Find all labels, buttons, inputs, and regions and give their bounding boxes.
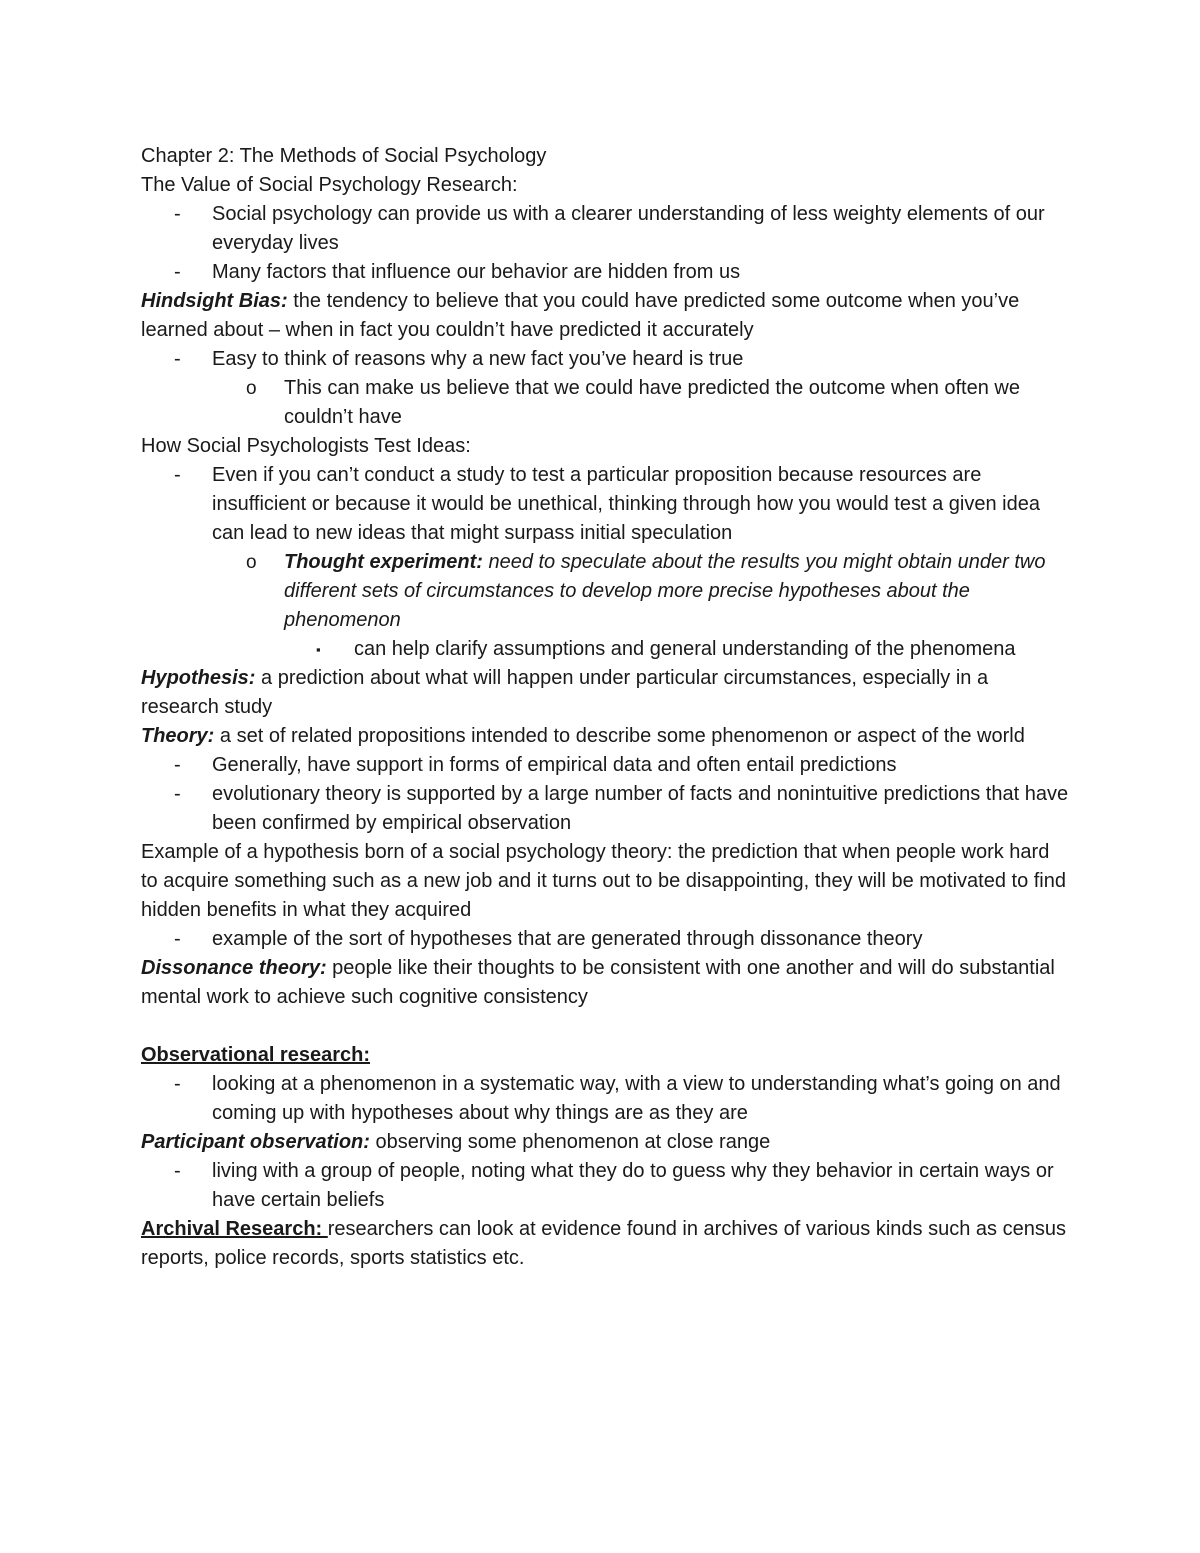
dash-bullet: - <box>174 928 181 950</box>
heading-label: Observational research: <box>141 1044 370 1066</box>
bullet-item <box>141 200 1071 258</box>
term-label: Participant observation: <box>141 1131 370 1153</box>
chapter-title: Chapter 2: The Methods of Social Psychology <box>141 145 547 167</box>
definition-theory <box>141 722 1071 751</box>
definition-hindsight-bias <box>141 287 1071 345</box>
bullet-item <box>141 925 1071 954</box>
term-definition: people like their thoughts to be consistent with one another and will do substantial mental work to achieve such cognitive consistency <box>141 957 1055 1008</box>
sub-bullet-item <box>141 548 1071 635</box>
bullet-text: This can make us believe that we could have predicted the outcome when often we couldn’t have <box>284 377 1020 428</box>
term-label: Thought experiment: <box>284 551 483 573</box>
bullet-item <box>141 345 1071 374</box>
bullet-text <box>284 548 1071 635</box>
bullet-text: looking at a phenomenon in a systematic way, with a view to understanding what’s going on and coming up with hypotheses about why things are as they are <box>212 1073 1061 1124</box>
circle-bullet: o <box>246 552 257 573</box>
definition-participant-observation <box>141 1128 1071 1157</box>
bullet-text: evolutionary theory is supported by a large number of facts and nonintuitive predictions that have been confirmed by empirical observation <box>212 783 1069 834</box>
sub-bullet-item <box>141 374 1071 432</box>
dash-bullet: - <box>174 1073 181 1095</box>
section-heading-test-ideas: How Social Psychologists Test Ideas: <box>141 435 471 457</box>
section-heading-value: The Value of Social Psychology Research: <box>141 174 518 196</box>
bullet-text: Many factors that influence our behavior are hidden from us <box>212 261 741 283</box>
term-definition: a set of related propositions intended to describe some phenomenon or aspect of the world <box>214 725 1025 747</box>
bullet-item <box>141 258 1071 287</box>
term-label: Hypothesis: <box>141 667 256 689</box>
example-paragraph: Example of a hypothesis born of a social psychology theory: the prediction that when people work hard to acquire something such as a new job and it turns out to be disappointing, they will be motivated to find hidden benefits in what they acquired <box>141 841 1066 921</box>
bullet-item <box>141 1157 1071 1215</box>
dash-bullet: - <box>174 754 181 776</box>
dash-bullet: - <box>174 1160 181 1182</box>
bullet-item <box>141 1070 1071 1128</box>
bullet-item <box>141 780 1071 838</box>
bullet-text: Generally, have support in forms of empirical data and often entail predictions <box>212 754 897 776</box>
circle-bullet: o <box>246 378 257 399</box>
dash-bullet: - <box>174 261 181 283</box>
bullet-text: example of the sort of hypotheses that are generated through dissonance theory <box>212 928 923 950</box>
term-label: Archival Research: <box>141 1218 328 1240</box>
term-label: Hindsight Bias: <box>141 290 288 312</box>
definition-dissonance-theory <box>141 954 1071 1012</box>
term-definition: observing some phenomenon at close range <box>369 1131 771 1153</box>
dash-bullet: - <box>174 464 181 486</box>
dash-bullet: - <box>174 783 181 805</box>
bullet-text: Even if you can’t conduct a study to test a particular proposition because resources are insufficient or because it would be unethical, thinking through how you would test a given idea can lead to new ideas that might surpass initial speculation <box>212 464 1040 544</box>
term-definition: need to speculate about the results you might obtain under two different sets of circumstances to develop more precise hypotheses about the phenomenon <box>284 551 1046 631</box>
definition-archival-research <box>141 1215 1071 1273</box>
bullet-item <box>141 751 1071 780</box>
bullet-text: Easy to think of reasons why a new fact you’ve heard is true <box>212 348 744 370</box>
term-definition: a prediction about what will happen under particular circumstances, especially in a research study <box>141 667 989 718</box>
bullet-text: can help clarify assumptions and general understanding of the phenomena <box>354 638 1016 660</box>
term-definition: researchers can look at evidence found in archives of various kinds such as census reports, police records, sports statistics etc. <box>141 1218 1066 1269</box>
definition-hypothesis <box>141 664 1071 722</box>
bullet-item <box>141 461 1071 548</box>
bullet-text: Social psychology can provide us with a clearer understanding of less weighty elements of our everyday lives <box>212 203 1045 254</box>
dash-bullet: - <box>174 348 181 370</box>
section-heading-observational <box>141 1041 1071 1070</box>
term-definition: the tendency to believe that you could have predicted some outcome when you’ve learned about – when in fact you couldn’t have predicted it accurately <box>141 290 1020 341</box>
blank-line <box>141 1012 1071 1041</box>
document-body <box>141 142 1071 1273</box>
bullet-text: living with a group of people, noting what they do to guess why they behavior in certain ways or have certain beliefs <box>212 1160 1054 1211</box>
term-label: Theory: <box>141 725 215 747</box>
sub-sub-bullet-item <box>141 635 1071 664</box>
dash-bullet: - <box>174 203 181 225</box>
square-bullet: ▪ <box>316 642 321 657</box>
term-label: Dissonance theory: <box>141 957 327 979</box>
